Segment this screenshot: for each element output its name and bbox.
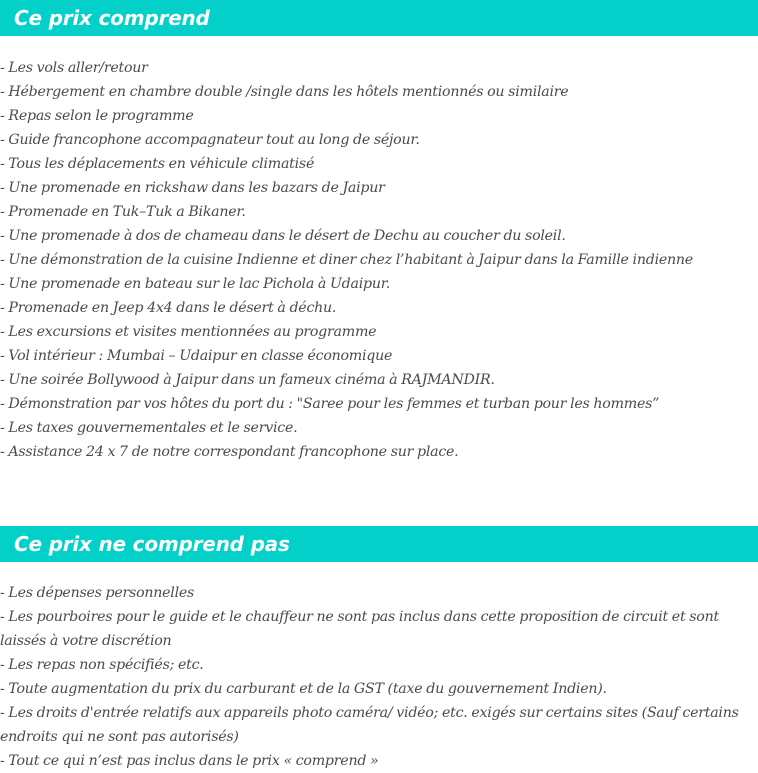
list-item: - Une promenade en bateau sur le lac Pichola à Udaipur.	[0, 276, 390, 292]
list-item: - Hébergement en chambre double /single dans les hôtels mentionnés ou similaire	[0, 84, 569, 100]
list-item: - Une promenade en rickshaw dans les bazars de Jaipur	[0, 180, 385, 196]
list-item: - Démonstration par vos hôtes du port du : "Saree pour les femmes et turban pour les hommes”	[0, 396, 660, 412]
list-item: - Les taxes gouvernementales et le service.	[0, 420, 298, 436]
list-item: - Les repas non spécifiés; etc.	[0, 657, 204, 673]
section-header-included: Ce prix comprend	[0, 0, 758, 36]
included-list	[0, 56, 758, 464]
list-item: - Les dépenses personnelles	[0, 585, 195, 601]
not-included-list	[0, 581, 758, 773]
list-item: - Les droits d'entrée relatifs aux appareils photo caméra/ vidéo; etc. exigés sur certains sites (Sauf certains endroits qui ne sont pas autorisés)	[0, 705, 739, 745]
list-item: - Toute augmentation du prix du carburant et de la GST (taxe du gouvernement Indien).	[0, 681, 607, 697]
spacer-after-header-1	[0, 36, 758, 56]
list-item: - Vol intérieur : Mumbai – Udaipur en classe économique	[0, 348, 393, 364]
list-item: - Tous les déplacements en véhicule climatisé	[0, 156, 315, 172]
list-item: - Repas selon le programme	[0, 108, 194, 124]
list-item: - Les excursions et visites mentionnées au programme	[0, 324, 377, 340]
spacer-between-sections	[0, 464, 758, 526]
list-item: - Une démonstration de la cuisine Indienne et diner chez l’habitant à Jaipur dans la Famille indienne	[0, 252, 693, 268]
list-item: - Les pourboires pour le guide et le chauffeur ne sont pas inclus dans cette proposition de circuit et sont laissés à votre discrétion	[0, 609, 719, 649]
list-item: - Une soirée Bollywood à Jaipur dans un fameux cinéma à RAJMANDIR.	[0, 372, 495, 388]
list-item: - Tout ce qui n’est pas inclus dans le prix « comprend »	[0, 753, 379, 769]
list-item: - Promenade en Tuk–Tuk a Bikaner.	[0, 204, 246, 220]
list-item: - Une promenade à dos de chameau dans le désert de Dechu au coucher du soleil.	[0, 228, 566, 244]
section-header-not-included: Ce prix ne comprend pas	[0, 526, 758, 562]
list-item: - Les vols aller/retour	[0, 60, 148, 76]
spacer-after-header-2	[0, 562, 758, 581]
list-item: - Promenade en Jeep 4x4 dans le désert à déchu.	[0, 300, 337, 316]
list-item: - Guide francophone accompagnateur tout au long de séjour.	[0, 132, 420, 148]
list-item: - Assistance 24 x 7 de notre correspondant francophone sur place.	[0, 444, 459, 460]
